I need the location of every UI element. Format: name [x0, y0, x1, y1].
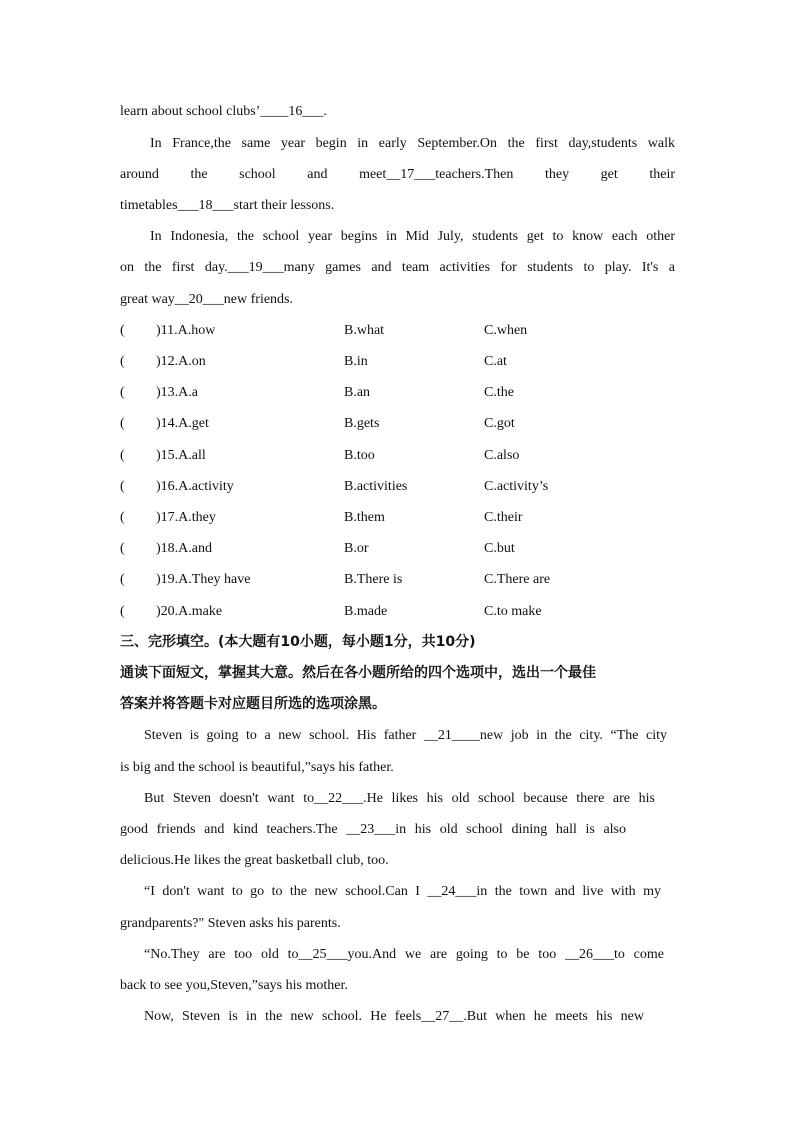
option-c: C.the: [484, 385, 514, 400]
option-a: )18.A.and: [156, 541, 212, 556]
option-b: B.made: [344, 604, 388, 619]
option-a: )14.A.get: [156, 416, 209, 431]
option-a: )16.A.activity: [156, 479, 234, 494]
passage-line: back to see you,Steven,”says his mother.: [120, 978, 348, 993]
answer-paren: (: [120, 510, 125, 525]
option-b: B.activities: [344, 479, 408, 494]
passage-line: good friends and kind teachers.The __23___in his old school dining hall is also: [120, 822, 626, 837]
option-b: B.There is: [344, 572, 403, 587]
passage-line: great way__20___new friends.: [120, 292, 294, 307]
option-b: B.gets: [344, 416, 380, 431]
option-c: C.also: [484, 448, 520, 463]
question-row: [120, 322, 675, 340]
passage-line: In France,the same year begin in early September.On the first day,students walk: [150, 136, 675, 151]
question-row: [120, 447, 675, 465]
question-row: [120, 509, 675, 527]
answer-paren: (: [120, 604, 125, 619]
option-a: )15.A.all: [156, 448, 206, 463]
option-b: B.what: [344, 323, 385, 338]
question-row: [120, 540, 675, 558]
option-a: )12.A.on: [156, 354, 206, 369]
passage-line: “No.They are too old to__25___you.And we are going to be too __26___to come: [144, 947, 664, 962]
option-c: C.There are: [484, 572, 551, 587]
option-a: )11.A.how: [156, 323, 216, 338]
option-a: )19.A.They have: [156, 572, 251, 587]
option-b: B.an: [344, 385, 371, 400]
question-row: [120, 415, 675, 433]
passage-line: around the school and meet__17___teachers.Then they get their: [120, 167, 675, 182]
section-title: 三、完形填空。(本大题有10小题，每小题1分，共10分): [120, 634, 476, 650]
question-row: [120, 384, 675, 402]
passage-line: grandparents?" Steven asks his parents.: [120, 916, 341, 931]
option-c: C.their: [484, 510, 523, 525]
passage-line: learn about school clubs’____16___.: [120, 104, 327, 119]
answer-paren: (: [120, 416, 125, 431]
answer-paren: (: [120, 385, 125, 400]
option-b: B.or: [344, 541, 369, 556]
answer-paren: (: [120, 541, 125, 556]
passage-line: on the first day.___19___many games and team activities for students to play. It's a: [120, 260, 675, 275]
option-c: C.but: [484, 541, 515, 556]
passage-line: timetables___18___start their lessons.: [120, 198, 335, 213]
option-c: C.when: [484, 323, 528, 338]
passage-line: delicious.He likes the great basketball club, too.: [120, 853, 389, 868]
option-a: )17.A.they: [156, 510, 216, 525]
passage-line: Steven is going to a new school. His father __21____new job in the city. “The city: [144, 728, 667, 743]
question-row: [120, 571, 675, 589]
option-a: )13.A.a: [156, 385, 198, 400]
option-b: B.them: [344, 510, 385, 525]
passage-line: But Steven doesn't want to__22___.He likes his old school because there are his: [144, 791, 655, 806]
section-instructions: 答案并将答题卡对应题目所选的选项涂黑。: [120, 696, 386, 712]
option-a: )20.A.make: [156, 604, 223, 619]
option-c: C.got: [484, 416, 515, 431]
answer-paren: (: [120, 479, 125, 494]
passage-line: Now, Steven is in the new school. He feels__27__.But when he meets his new: [144, 1009, 644, 1024]
option-c: C.at: [484, 354, 507, 369]
option-c: C.to make: [484, 604, 542, 619]
option-b: B.too: [344, 448, 375, 463]
answer-paren: (: [120, 572, 125, 587]
question-row: [120, 353, 675, 371]
answer-paren: (: [120, 448, 125, 463]
question-row: [120, 478, 675, 496]
passage-line: In Indonesia, the school year begins in Mid July, students get to know each other: [150, 229, 675, 244]
question-row: [120, 603, 675, 621]
section-instructions: 通读下面短文，掌握其大意。然后在各小题所给的四个选项中，选出一个最佳: [120, 665, 596, 681]
option-c: C.activity’s: [484, 479, 549, 494]
answer-paren: (: [120, 323, 125, 338]
option-b: B.in: [344, 354, 368, 369]
answer-paren: (: [120, 354, 125, 369]
passage-line: is big and the school is beautiful,”says his father.: [120, 760, 394, 775]
passage-line: “I don't want to go to the new school.Can I __24___in the town and live with my: [144, 884, 661, 899]
